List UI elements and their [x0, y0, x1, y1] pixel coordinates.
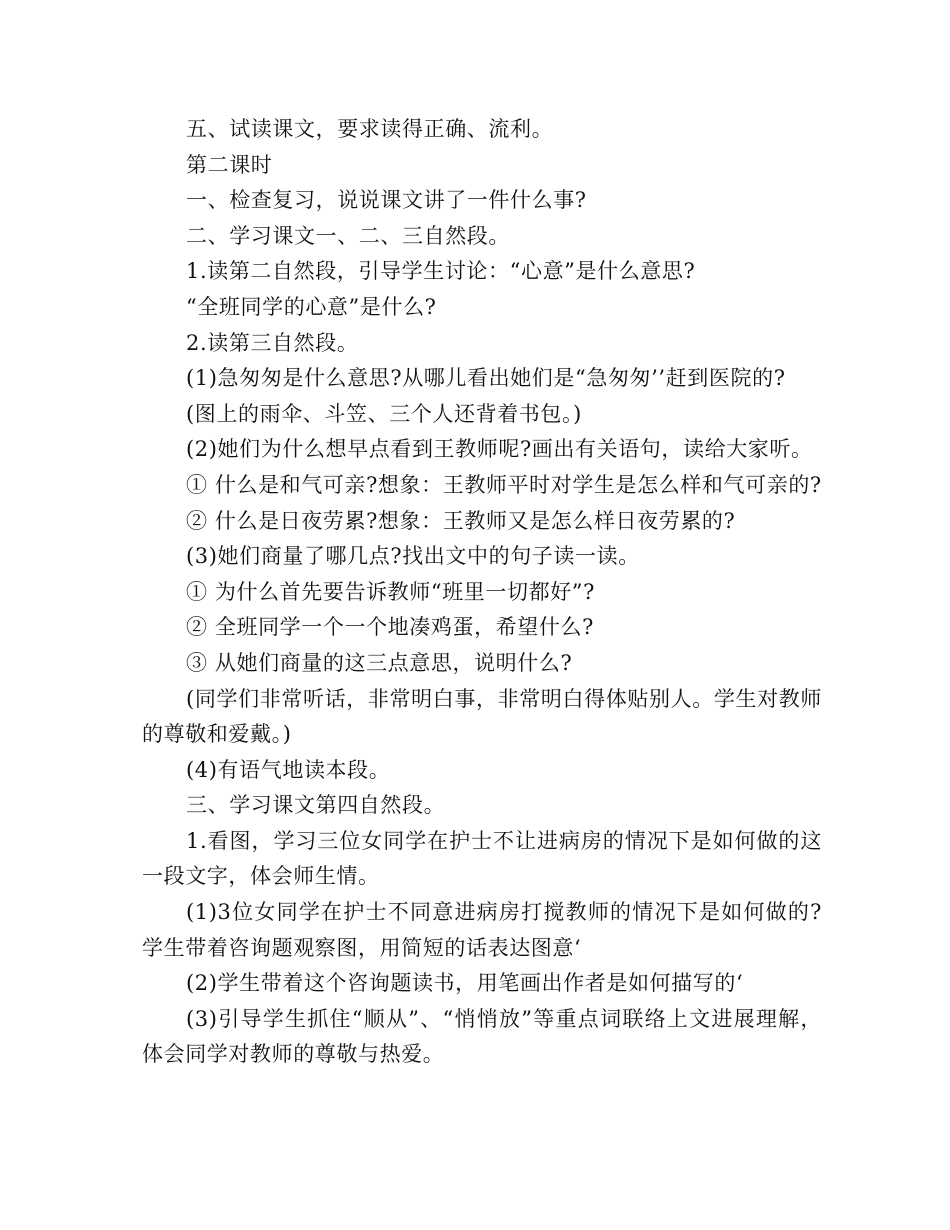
paragraph: 一、检查复习，说说课文讲了一件什么事?	[186, 188, 587, 213]
paragraph: (4)有语气地读本段。	[186, 757, 391, 782]
paragraph: 2.读第三自然段。	[186, 330, 359, 355]
paragraph: ② 什么是日夜劳累?想象：王教师又是怎么样日夜劳累的?	[186, 508, 736, 533]
paragraph: “全班同学的心意”是什么?	[186, 294, 437, 319]
paragraph: 第二课时	[186, 152, 273, 177]
paragraph: ① 为什么首先要告诉教师“班里一切都好”?	[186, 579, 596, 604]
paragraph: (1)3位女同学在护士不同意进病房打搅教师的情况下是如何做的?学生带着咨询题观察图，用简短的话表达图意‘	[142, 900, 822, 960]
paragraph: 1.读第二自然段，引导学生讨论：“心意”是什么意思?	[186, 259, 696, 284]
paragraph: (图上的雨伞、斗笠、三个人还背着书包。)	[186, 401, 582, 426]
paragraph: 五、试读课文，要求读得正确、流利。	[186, 117, 554, 141]
paragraph: ① 什么是和气可亲?想象：王教师平时对学生是怎么样和气可亲的?	[186, 472, 822, 497]
paragraph: (2)她们为什么想早点看到王教师呢?画出有关语句，读给大家听。	[186, 437, 813, 462]
paragraph: (3)引导学生抓住“顺从”、“悄悄放”等重点词联络上文进展理解，体会同学对教师的尊敬与热爱。	[142, 1006, 822, 1067]
paragraph: (2)学生带着这个咨询题读书，用笔画出作者是如何描写的‘	[186, 971, 744, 996]
paragraph: (同学们非常听话，非常明白事，非常明白得体贴别人。学生对教师的尊敬和爱戴。)	[142, 686, 822, 747]
paragraph: (3)她们商量了哪几点?找出文中的句子读一读。	[186, 544, 640, 569]
paragraph: 三、学习课文第四自然段。	[186, 793, 446, 818]
paragraph: ② 全班同学一个一个地凑鸡蛋，希望什么?	[186, 615, 594, 640]
document-body	[142, 112, 822, 1073]
paragraph: 1.看图，学习三位女同学在护士不让进病房的情况下是如何做的这一段文字，体会师生情。	[142, 828, 822, 889]
paragraph: ③ 从她们商量的这三点意思，说明什么?	[186, 650, 573, 675]
paragraph: (1)急匆匆是什么意思?从哪儿看出她们是“急匆匆’’赶到医院的?	[186, 366, 786, 391]
paragraph: 二、学习课文一、二、三自然段。	[186, 223, 510, 248]
